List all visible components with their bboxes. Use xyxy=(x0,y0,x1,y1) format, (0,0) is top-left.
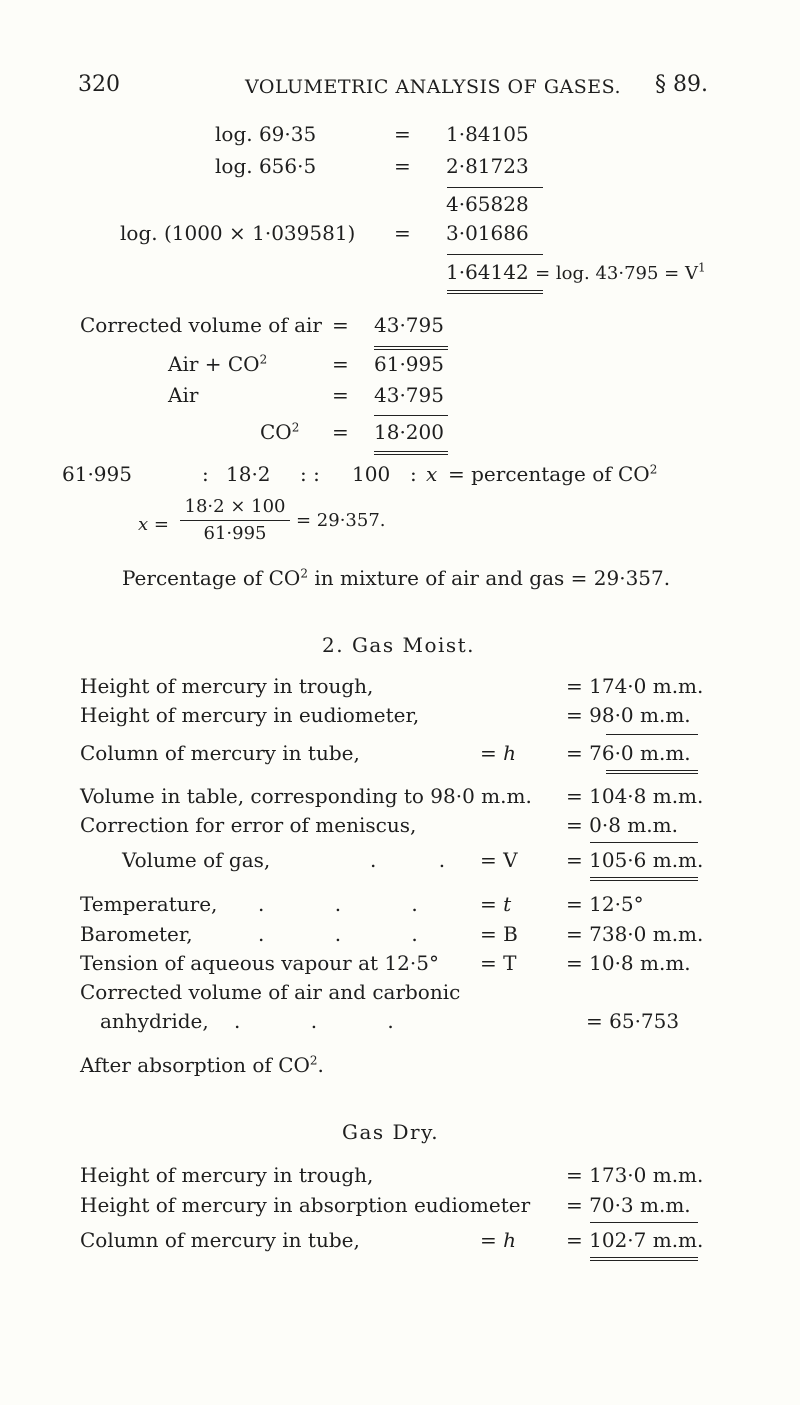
log-result-rhs: = log. 43·795 = V xyxy=(535,263,698,284)
meniscus-correction-label: Correction for error of meniscus, xyxy=(80,813,417,837)
sum-rule xyxy=(590,842,698,843)
after-absorption-text: After absorption of CO xyxy=(80,1053,310,1077)
dry-mercury-column-label: Column of mercury in tube, xyxy=(80,1228,360,1252)
log-row-3-label: log. (1000 × 1·039581) xyxy=(120,221,356,245)
temperature-symbol: = t xyxy=(480,892,512,916)
double-rule xyxy=(606,770,698,771)
gas-volume-symbol: = V xyxy=(480,848,518,872)
log-result-value: 1·64142 xyxy=(446,260,529,284)
co2-subscript: 2 xyxy=(309,1053,318,1068)
section-heading-gas-dry: Gas Dry. xyxy=(342,1120,440,1144)
dry-trough-height-label: Height of mercury in trough, xyxy=(80,1163,374,1187)
proportion-sep: : xyxy=(202,462,209,486)
table-volume-label: Volume in table, corresponding to 98·0 m.m. xyxy=(80,784,532,808)
equals-sign: = xyxy=(332,352,349,376)
log-row-2-value: 2·81723 xyxy=(446,154,529,178)
trough-height-label: Height of mercury in trough, xyxy=(80,674,374,698)
air-co2-text: Air + CO xyxy=(168,352,260,376)
proportion-sep: : : xyxy=(300,462,320,486)
equals-sign: = xyxy=(394,122,411,146)
air-value: 43·795 xyxy=(374,383,444,407)
double-rule xyxy=(590,877,698,878)
sum-rule xyxy=(447,187,543,188)
section-heading-gas-moist: 2. Gas Moist. xyxy=(322,633,476,657)
difference-rule xyxy=(590,1222,698,1223)
double-rule xyxy=(447,293,543,294)
running-title: VOLUMETRIC ANALYSIS OF GASES. xyxy=(245,76,621,98)
double-rule xyxy=(374,454,448,455)
fraction-denominator: 61·995 xyxy=(203,523,267,544)
double-rule xyxy=(374,346,448,347)
meniscus-correction-value: = 0·8 m.m. xyxy=(566,813,678,837)
proportion-rhs xyxy=(448,462,657,486)
eudiometer-height-label: Height of mercury in eudiometer, xyxy=(80,703,420,727)
co2-subscript: 2 xyxy=(300,566,308,581)
double-rule xyxy=(606,773,698,774)
log-result xyxy=(446,260,706,284)
co2-subscript: 2 xyxy=(259,352,268,367)
v-superscript: 1 xyxy=(697,260,706,275)
barometer-label: Barometer, xyxy=(80,922,193,946)
double-rule xyxy=(374,451,448,452)
log-row-1-label: log. 69·35 xyxy=(215,122,317,146)
equals-sign: = xyxy=(332,420,349,444)
corrected-volume-label-line2: anhydride, xyxy=(100,1009,209,1033)
air-co2-value: 61·995 xyxy=(374,352,444,376)
equals-sign: = xyxy=(332,313,349,337)
eudiometer-height-value: = 98·0 m.m. xyxy=(566,703,691,727)
vapour-tension-symbol: = T xyxy=(480,951,517,975)
barometer-symbol: = B xyxy=(480,922,518,946)
corrected-volume-label-line1: Corrected volume of air and carbonic xyxy=(80,980,461,1004)
dry-mercury-column-value: = 102·7 m.m. xyxy=(566,1228,704,1252)
corrected-volume-result: = 65·753 xyxy=(586,1009,680,1033)
mercury-column-label: Column of mercury in tube, xyxy=(80,741,360,765)
log-row-3-value: 3·01686 xyxy=(446,221,529,245)
leader-dots: . . . xyxy=(258,922,450,946)
double-rule xyxy=(590,1260,698,1261)
log-row-1-value: 1·84105 xyxy=(446,122,529,146)
gas-volume-value: = 105·6 m.m. xyxy=(566,848,704,872)
fraction-lhs: x = xyxy=(138,514,169,535)
difference-rule xyxy=(606,734,698,735)
fraction-bar xyxy=(180,520,290,521)
air-label: Air xyxy=(168,383,199,407)
proportion-rhs-text: = percentage of CO xyxy=(448,462,650,486)
equals-sign: = xyxy=(394,221,411,245)
section-number: § 89. xyxy=(655,72,708,97)
double-rule xyxy=(374,349,448,350)
vapour-tension-label: Tension of aqueous vapour at 12·5° xyxy=(80,951,439,975)
barometer-value: = 738·0 m.m. xyxy=(566,922,704,946)
equals-sign: = xyxy=(332,383,349,407)
co2-text: CO xyxy=(260,420,292,444)
absorption-eudiometer-label: Height of mercury in absorption eudiometer xyxy=(80,1193,531,1217)
proportion-a: 61·995 xyxy=(62,462,132,486)
double-rule xyxy=(447,290,543,291)
double-rule xyxy=(590,880,698,881)
percentage-text: Percentage of CO xyxy=(122,566,301,590)
percentage-statement xyxy=(122,566,670,590)
mercury-column-value: = 76·0 m.m. xyxy=(566,741,691,765)
mercury-column-symbol: = h xyxy=(480,741,516,765)
dry-trough-height-value: = 173·0 m.m. xyxy=(566,1163,704,1187)
after-absorption-heading xyxy=(80,1053,324,1077)
proportion-x: x xyxy=(426,462,438,486)
proportion-b: 18·2 xyxy=(226,462,271,486)
corrected-volume-label: Corrected volume of air xyxy=(80,313,322,337)
leader-dots: . . . xyxy=(258,892,450,916)
log-row-2-label: log. 656·5 xyxy=(215,154,317,178)
temperature-label: Temperature, xyxy=(80,892,218,916)
temperature-value: = 12·5° xyxy=(566,892,644,916)
co2-subscript: 2 xyxy=(649,462,658,477)
fraction-numerator: 18·2 × 100 xyxy=(184,496,286,517)
co2-value: 18·200 xyxy=(374,420,444,444)
fraction-result: = 29·357. xyxy=(296,510,386,531)
air-co2-label xyxy=(168,352,267,376)
dry-mercury-column-symbol: = h xyxy=(480,1228,516,1252)
leader-dots: . . xyxy=(370,848,474,872)
after-absorption-end: . xyxy=(317,1053,324,1077)
proportion-sep: : xyxy=(410,462,417,486)
trough-height-value: = 174·0 m.m. xyxy=(566,674,704,698)
vapour-tension-value: = 10·8 m.m. xyxy=(566,951,691,975)
proportion-c: 100 xyxy=(352,462,391,486)
double-rule xyxy=(590,1257,698,1258)
absorption-eudiometer-value: = 70·3 m.m. xyxy=(566,1193,691,1217)
corrected-volume-value: 43·795 xyxy=(374,313,444,337)
sum-rule xyxy=(447,254,543,255)
co2-subscript: 2 xyxy=(291,420,300,435)
page-number: 320 xyxy=(78,72,120,97)
equals-sign: = xyxy=(394,154,411,178)
log-sum-1: 4·65828 xyxy=(446,192,529,216)
table-volume-value: = 104·8 m.m. xyxy=(566,784,704,808)
difference-rule xyxy=(374,415,448,416)
percentage-rest: in mixture of air and gas = 29·357. xyxy=(307,566,671,590)
co2-label xyxy=(260,420,299,444)
leader-dots: . . . xyxy=(234,1009,426,1033)
gas-volume-label: Volume of gas, xyxy=(122,848,271,872)
